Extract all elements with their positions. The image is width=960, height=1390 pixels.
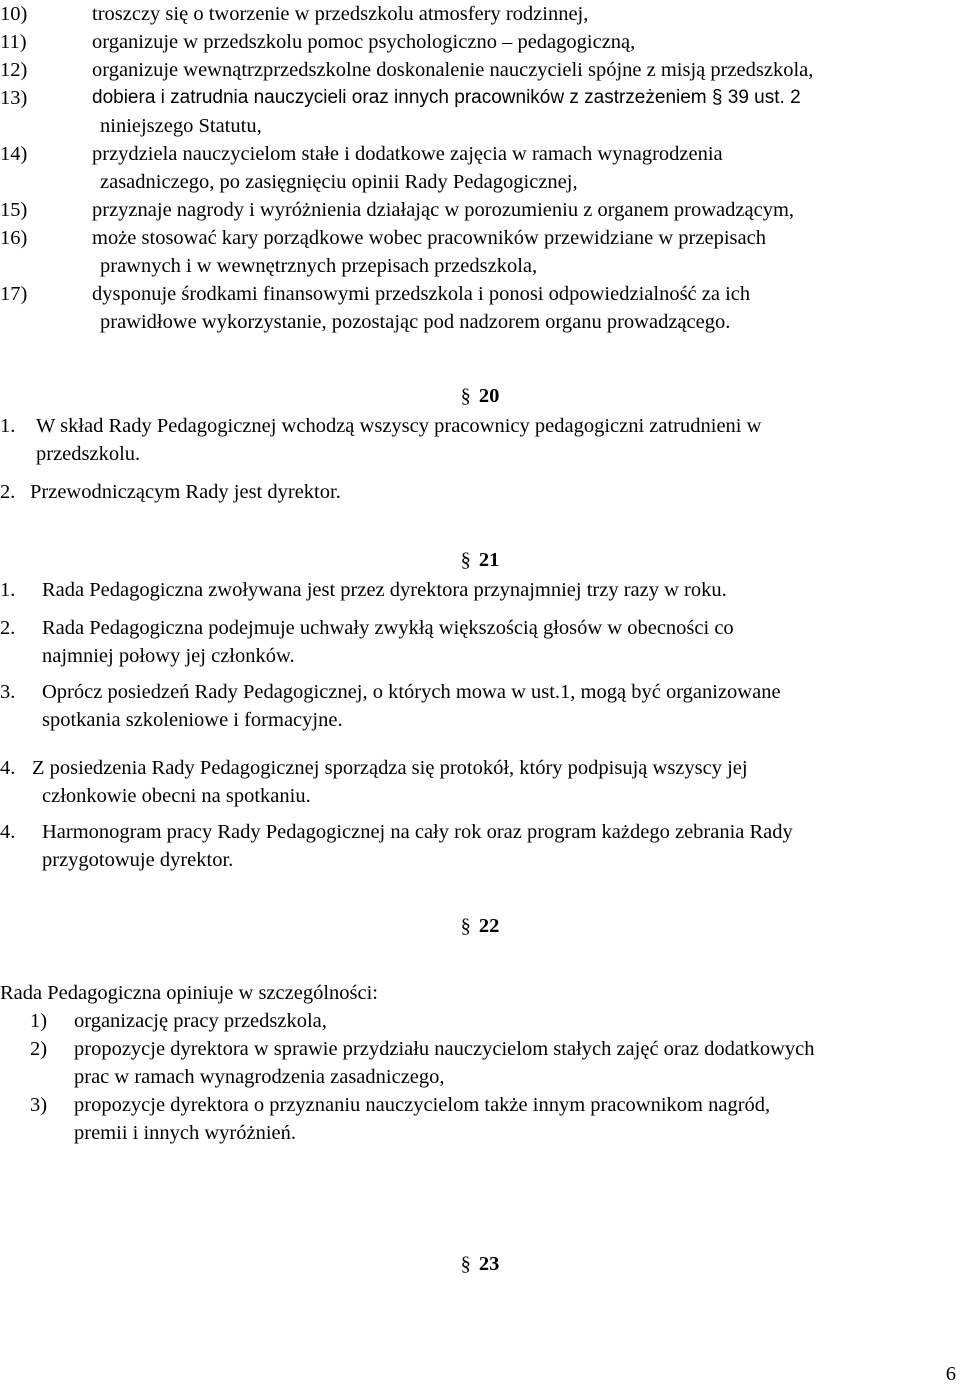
section-intro: Rada Pedagogiczna opiniuje w szczególności: — [0, 982, 378, 1004]
section-number: 20 — [478, 385, 500, 407]
item-text: propozycje dyrektora w sprawie przydziału nauczycielom stałych zajęć oraz dodatkowych — [74, 1038, 815, 1060]
item-text: dysponuje środkami finansowymi przedszkola i ponosi odpowiedzialność za ich — [92, 283, 751, 305]
item-text-cont: członkowie obecni na spotkaniu. — [42, 785, 311, 807]
paragraph-item — [0, 754, 955, 810]
item-text: Rada Pedagogiczna zwoływana jest przez dyrektora przynajmniej trzy razy w roku. — [42, 579, 727, 601]
list-item — [0, 140, 955, 196]
item-text: organizuje wewnątrzprzedszkolne doskonalenie nauczycieli spójne z misją przedszkola, — [92, 59, 814, 81]
paragraph-symbol: § — [460, 385, 471, 407]
item-text: propozycje dyrektora o przyznaniu nauczycielom także innym pracownikom nagród, — [74, 1094, 771, 1116]
item-text: przyznaje nagrody i wyróżnienia działając w porozumieniu z organem prowadzącym, — [92, 199, 795, 221]
paragraph-symbol: § — [460, 915, 471, 937]
item-text-cont: prawidłowe wykorzystanie, pozostając pod nadzorem organu prowadzącego. — [100, 311, 731, 333]
section-heading — [0, 1250, 960, 1278]
item-text: W skład Rady Pedagogicznej wchodzą wszyscy pracownicy pedagogiczni zatrudnieni w — [36, 415, 762, 437]
paragraph-symbol: § — [460, 549, 471, 571]
paragraph-symbol: § — [460, 1253, 471, 1275]
list-item — [0, 1035, 955, 1091]
item-text: przydziela nauczycielom stałe i dodatkowe zajęcia w ramach wynagrodzenia — [92, 143, 723, 165]
item-text: może stosować kary porządkowe wobec pracowników przewidziane w przepisach — [92, 227, 766, 249]
item-text: Oprócz posiedzeń Rady Pedagogicznej, o których mowa w ust.1, mogą być organizowane — [42, 681, 781, 703]
section-heading — [0, 912, 960, 940]
paragraph-item — [0, 412, 955, 468]
item-text-cont: niniejszego Statutu, — [100, 115, 262, 137]
item-number: 1. — [0, 415, 16, 437]
item-text-cont: przedszkolu. — [36, 443, 141, 465]
item-text-cont: spotkania szkoleniowe i formacyjne. — [42, 709, 343, 731]
item-text: troszczy się o tworzenie w przedszkolu atmosfery rodzinnej, — [92, 3, 589, 25]
section-number: 23 — [478, 1253, 500, 1275]
list-item — [0, 224, 955, 280]
item-text: dobiera i zatrudnia nauczycieli oraz innych pracowników z zastrzeżeniem § 39 ust. 2 — [92, 87, 801, 108]
paragraph-item — [0, 614, 955, 670]
list-item — [0, 0, 955, 28]
item-number: 16) — [0, 227, 28, 249]
item-text: Z posiedzenia Rady Pedagogicznej sporządza się protokół, który podpisują wszyscy jej — [32, 757, 748, 779]
item-text-cont: przygotowuje dyrektor. — [42, 849, 234, 871]
page-number: 6 — [945, 1363, 956, 1385]
item-text: Przewodniczącym Rady jest dyrektor. — [30, 481, 341, 503]
list-item — [0, 56, 955, 84]
item-text-cont: prawnych i w wewnętrznych przepisach przedszkola, — [100, 255, 538, 277]
list-item — [0, 280, 955, 336]
list-item — [0, 28, 955, 56]
item-number: 2) — [30, 1038, 48, 1060]
item-number: 13) — [0, 87, 28, 109]
item-text: Harmonogram pracy Rady Pedagogicznej na cały rok oraz program każdego zebrania Rady — [42, 821, 793, 843]
item-number: 4. — [0, 757, 16, 779]
item-number: 10) — [0, 3, 28, 25]
list-item — [0, 1007, 955, 1035]
item-number: 3. — [0, 681, 16, 703]
section-heading — [0, 546, 960, 574]
item-text-cont: zasadniczego, po zasięgnięciu opinii Rady Pedagogicznej, — [100, 171, 578, 193]
paragraph-item — [0, 478, 955, 506]
paragraph-item — [0, 576, 955, 604]
item-text: Rada Pedagogiczna podejmuje uchwały zwykłą większością głosów w obecności co — [42, 617, 734, 639]
item-text-cont: najmniej połowy jej członków. — [42, 645, 295, 667]
list-item — [0, 196, 955, 224]
item-number: 1. — [0, 579, 16, 601]
item-text: organizację pracy przedszkola, — [74, 1010, 327, 1032]
section-number: 21 — [478, 549, 500, 571]
item-text-cont: premii i innych wyróżnień. — [74, 1122, 297, 1144]
paragraph-item — [0, 678, 955, 734]
section-heading — [0, 382, 960, 410]
item-text: organizuje w przedszkolu pomoc psychologiczno – pedagogiczną, — [92, 31, 636, 53]
item-number: 11) — [0, 31, 27, 53]
item-number: 2. — [0, 617, 16, 639]
item-number: 12) — [0, 59, 28, 81]
paragraph-item — [0, 818, 955, 874]
item-number: 15) — [0, 199, 28, 221]
item-number: 17) — [0, 283, 28, 305]
item-number: 1) — [30, 1010, 48, 1032]
item-number: 4. — [0, 821, 16, 843]
item-number: 2. — [0, 481, 16, 503]
item-number: 3) — [30, 1094, 48, 1116]
item-text-cont: prac w ramach wynagrodzenia zasadniczego, — [74, 1066, 445, 1088]
list-item — [0, 1091, 955, 1147]
section-number: 22 — [478, 915, 500, 937]
list-item — [0, 84, 955, 140]
item-number: 14) — [0, 143, 28, 165]
